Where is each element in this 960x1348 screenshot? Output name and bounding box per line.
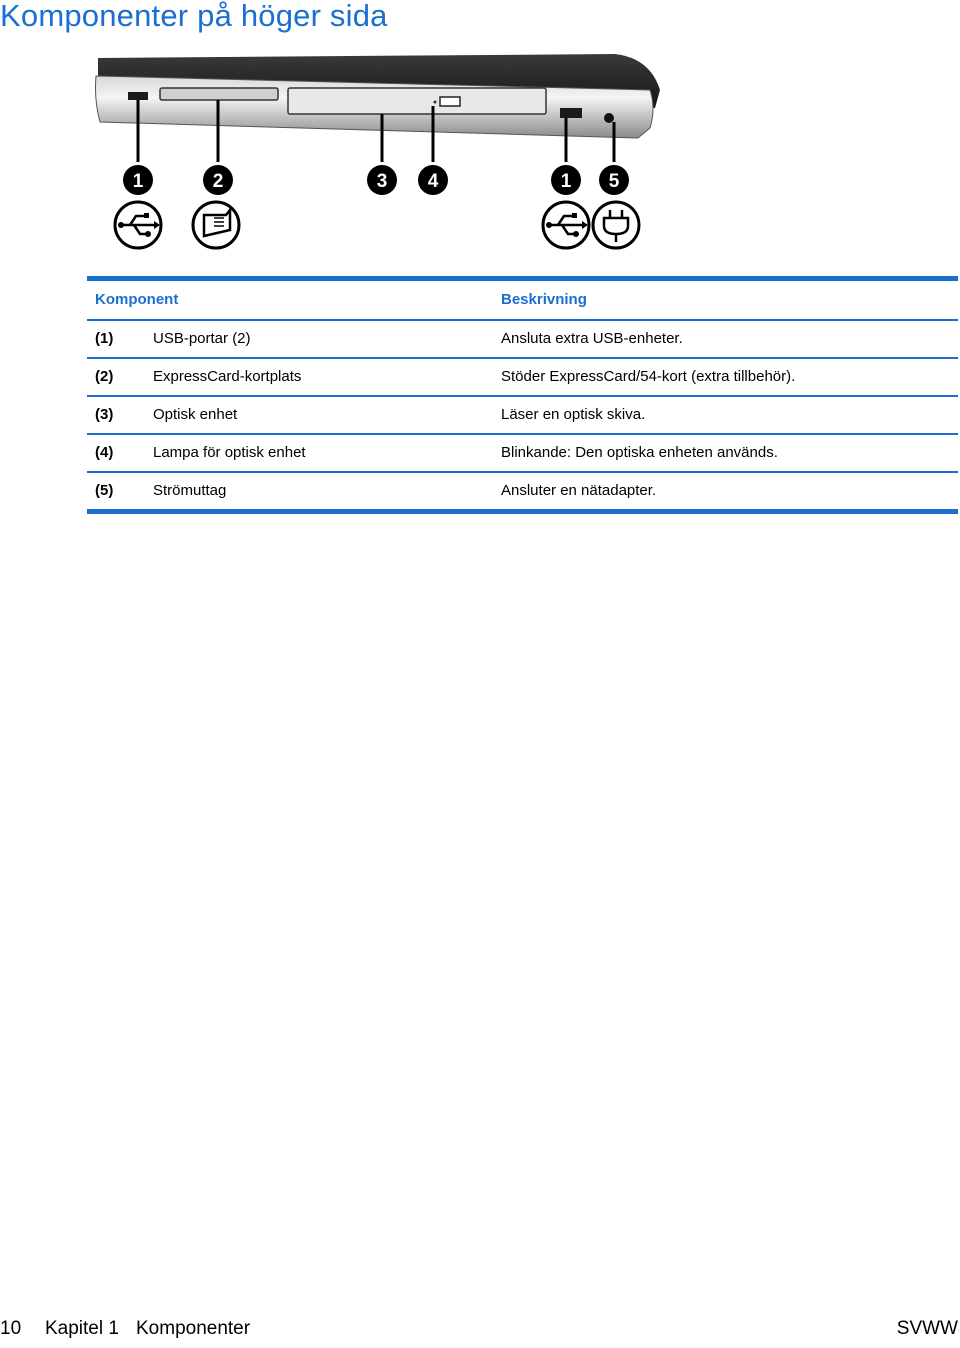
column-header-component: Komponent [95,291,179,308]
row-number: (5) [95,482,114,499]
table-row [87,397,958,435]
callout-4 [418,165,448,195]
row-number: (1) [95,330,114,347]
row-number: (3) [95,406,114,423]
callout-2 [203,165,233,195]
svg-text:3: 3 [376,171,388,192]
column-header-description: Beskrivning [501,291,587,308]
row-component: Strömuttag [153,482,227,499]
usb-icon [543,202,589,248]
svg-text:1: 1 [560,171,572,192]
callout-5 [599,165,629,195]
row-number: (4) [95,444,114,461]
row-description: Stöder ExpressCard/54-kort (extra tillbehör). [501,368,796,385]
row-description: Läser en optisk skiva. [501,406,646,423]
laptop-right-side-figure [90,50,670,255]
components-table [87,276,958,514]
usb-port-1 [128,92,148,100]
svg-text:1: 1 [132,171,144,192]
table-row [87,321,958,359]
svg-text:4: 4 [427,171,439,192]
expresscard-slot [160,88,278,100]
row-component: USB-portar (2) [153,330,251,347]
page-number: 10 [0,1318,22,1339]
power-plug-icon [593,202,639,248]
page-footer [0,1318,960,1348]
optical-drive-eject-button [440,97,460,106]
table-row [87,435,958,473]
optical-drive-light [434,101,437,104]
expresscard-icon [193,202,239,248]
page-title: Komponenter på höger sida [0,0,388,33]
usb-icon [115,202,161,248]
callout-1b [551,165,581,195]
row-description: Ansluta extra USB-enheter. [501,330,683,347]
power-connector [604,113,614,123]
row-component: Lampa för optisk enhet [153,444,306,461]
callout-3 [367,165,397,195]
row-component: ExpressCard-kortplats [153,368,302,385]
svg-text:2: 2 [212,171,224,192]
optical-drive [288,88,546,114]
chapter-label: Kapitel 1 [45,1318,119,1339]
row-description: Ansluter en nätadapter. [501,482,657,499]
svg-text:5: 5 [608,171,620,192]
document-code: SVWW [896,1318,958,1339]
laptop-right-side-illustration [90,50,670,255]
chapter-title: Komponenter [136,1318,251,1339]
row-description: Blinkande: Den optiska enheten används. [501,444,778,461]
table-row [87,359,958,397]
table-header-row [87,281,958,321]
callout-1a [123,165,153,195]
row-number: (2) [95,368,114,385]
row-component: Optisk enhet [153,406,238,423]
table-row [87,473,958,509]
usb-port-2 [560,108,582,118]
